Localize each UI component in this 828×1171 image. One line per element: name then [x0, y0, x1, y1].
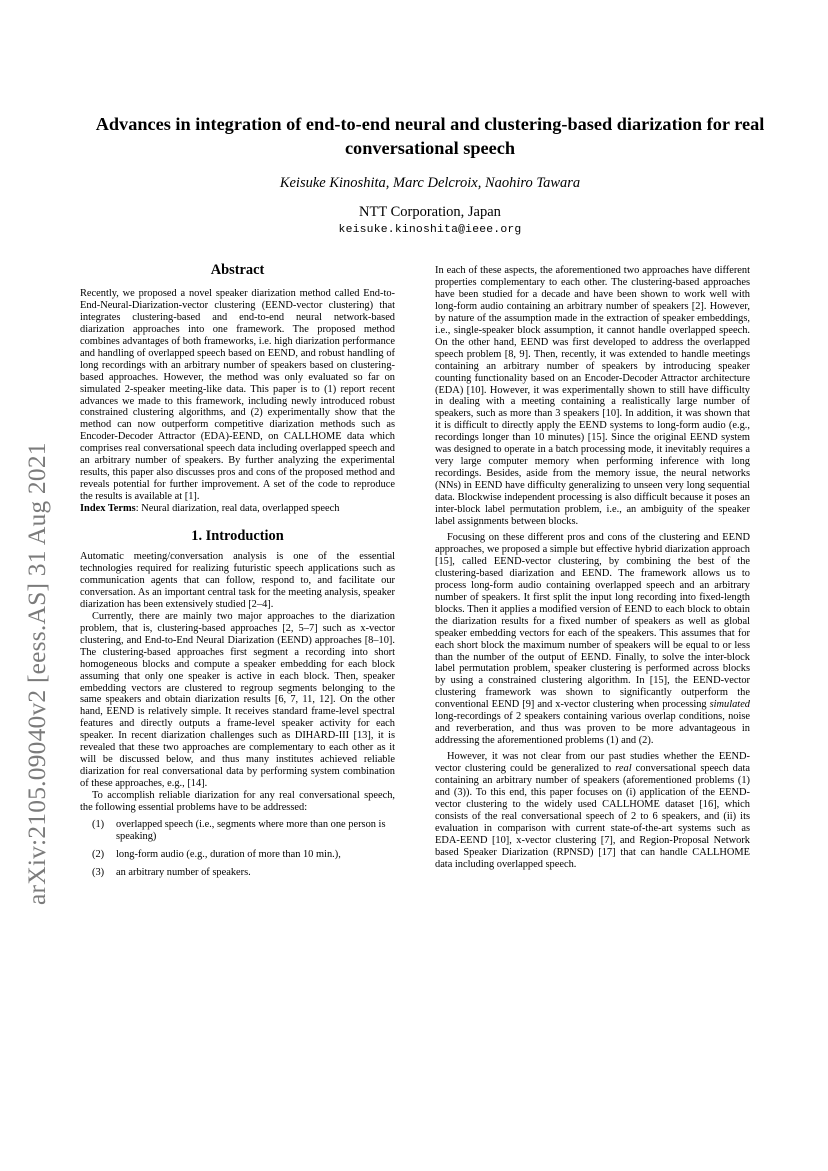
paper-title: Advances in integration of end-to-end neural and clustering-based diarization for real conversational speech: [95, 114, 765, 158]
intro-paragraph-1: Automatic meeting/conversation analysis is one of the essential technologies required for realizing futuristic speech applications such as communication agents that can follow, respond to, and facilitate our conversation. As an important central task for the meeting analysis, speaker diarization has been extensively studied [2–4].: [80, 551, 395, 610]
list-item-text: an arbitrary number of speakers.: [116, 866, 251, 878]
list-item-number: (2): [92, 848, 105, 860]
right-paragraph-2-text: Focusing on these different pros and cons of the clustering and EEND approaches, we proposed a simple but effective hybrid diarization approach [15], called EEND-vector clustering, by combining the best of the clustering-based diarization and EEND. The framework allows us to process long-form audio containing overlapped speech and an arbitrary number of speakers. It first split the input long recording into fixed-length blocks. Then it applies a modified version of EEND to each block to obtain the diarization results for a fixed number of speakers as well as global speaker embedding vectors for each of the speakers. This assumes that for each short block the maximum number of speakers will be equal to or less than the number of the output of EEND. Finally, to solve the inter-block label permutation problem, speaker clustering is performed across blocks by using a constrained clustering algorithm. In [15], the EEND-vector clustering framework was shown to significantly outperform the conventional EEND [9] and x-vector clustering when processing: [435, 531, 750, 711]
right-paragraph-3-tail: conversational speech data containing an arbitrary number of speakers (aforementioned problems (1) and (3)). To this end, this paper focuses on (i) application of the EEND-vector clustering to the widely used CALLHOME dataset [16], which consists of the real conversational speech of 2 to 6 speakers, and (ii) its evaluation in comparison with current state-of-the-art systems such as EDA-EEND [10], x-vector clustering [7], and Region-Proposal Network based Speaker Diarization (RPNSD) [17] that can handle CALLHOME data including overlapped speech.: [435, 763, 750, 870]
intro-paragraph-3: To accomplish reliable diarization for any real conversational speech, the following essential problems have to be addressed:: [80, 790, 395, 814]
abstract-text: Recently, we proposed a novel speaker diarization method called End-to-End-Neural-Diarization-vector clustering (EEND-vector clustering) that integrates clustering-based and end-to-end neural network-based diarization approaches into one framework. The proposed method combines advantages of both frameworks, i.e. high diarization performance and handling of overlapped speech based on EEND, and robust handling of long recordings with an arbitrary number of speakers based on clustering-based approaches. However, the method was only evaluated so far on simulated 2-speaker meeting-like data. This paper is to (1) report recent advances we made to this framework, including newly introduced robust constrained clustering algorithms, and (2) experimentally show that the method can now outperform competitive diarization methods such as Encoder-Decoder Attractor (EDA)-EEND, on CALLHOME data which comprises real conversational speech data including overlapped speech and an arbitrary number of speakers. By further analyzing the experimental results, this paper also discusses pros and cons of the proposed method and reveals potential for further improvement. A set of the code to reproduce the results is available at [1].: [80, 287, 395, 503]
list-item-number: (3): [92, 866, 105, 878]
right-column: [435, 265, 750, 871]
index-terms-label: Index Terms: [80, 503, 136, 515]
paper-header: [60, 112, 800, 236]
paper-authors: Keisuke Kinoshita, Marc Delcroix, Naohiro Tawara: [279, 175, 581, 191]
introduction-heading: 1. Introduction: [191, 528, 284, 545]
intro-paragraph-2: Currently, there are mainly two major approaches to the diarization problem, that is, clustering-based approaches [2, 5–7] such as x-vector clustering, and End-to-End Neural Diarization (EEND) approaches [8–10]. The clustering-based approaches first segment a recording into short homogeneous blocks and compute a speaker embedding for each block assuming that only one speaker is active in each block. Then, speaker embedding vectors are clustered to regroup segments belonging to the same speakers and obtain diarization results [6, 7, 11, 12]. On the other hand, EEND is relatively simple. It receives standard frame-level spectral features and directly outputs a frame-level speaker activity for each speaker. In recent diarization challenges such as DIHARD-III [13], it is revealed that these two approaches are complementary to each other as it will be discussed below, and thus many institutes achieved reliable diarization for real conversational data by performing system combination of these approaches, e.g., [14].: [80, 610, 395, 790]
index-terms-text: : Neural diarization, real data, overlapped speech: [135, 503, 340, 515]
right-paragraph-2-tail: long-recordings of 2 speakers containing various overlap conditions, noise and reverberation, and thus was proven to be more advantageous in addressing the aforementioned problems (1) and (2).: [435, 711, 750, 747]
right-paragraph-1: In each of these aspects, the aforementioned two approaches have different properties complementary to each other. The clustering-based approaches have been studied for a decade and have been shown to work well with long-form audio containing an arbitrary number of speakers [2]. However, by nature of the assumption made in the extraction of speaker embeddings, i.e., single-speaker block assumption, it cannot handle overlapped speech. On the other hand, EEND was first developed to address the overlapped speech problem [8, 9]. Then, recently, it was extended to handle meetings containing an arbitrary number of speakers by introducing speaker counting functionality based on an Encoder-Decoder Attractor architecture (EDA) [10]. However, it was experimentally shown to still have difficulty in dealing with a meeting containing a realistically large number of speakers, such as more than 3 speakers [10]. In addition, it was shown that it is difficult to directly apply the EEND systems to long-form audio (e.g., recordings longer than 10 minutes) [15]. Since the original EEND system was designed to operate in a batch processing mode, it inevitably requires a very large computer memory when performing inference with long recordings. Besides, aside from the memory issue, the neural networks (NNs) in EEND have difficulty generalizing to unseen very long sequential data. Blockwise independent processing is also difficult because it poses an inter-block label permutation problem, i.e., an ambiguity of the speaker label assignments between blocks.: [435, 265, 750, 528]
author-email: keisuke.kinoshita@ieee.org: [338, 224, 522, 236]
list-item: [80, 867, 395, 879]
arxiv-identifier-stamp: arXiv:2105.09040v2 [eess.AS] 31 Aug 2021: [22, 442, 51, 905]
list-item: [80, 819, 395, 843]
problem-list: [80, 819, 395, 879]
right-paragraph-3-text: However, it was not clear from our past studies whether the EEND-vector clustering could be generalized to: [435, 751, 750, 775]
index-terms: [80, 503, 395, 515]
left-column: [80, 262, 395, 885]
list-item-text: long-form audio (e.g., duration of more than 10 min.),: [116, 848, 341, 860]
abstract-heading: Abstract: [210, 262, 265, 278]
emphasis-simulated: simulated: [709, 699, 750, 711]
right-paragraph-2: [435, 532, 750, 747]
list-item-text: overlapped speech (i.e., segments where more than one person is speaking): [116, 818, 386, 842]
list-item: [80, 849, 395, 861]
paper-affiliation: NTT Corporation, Japan: [359, 204, 501, 220]
right-paragraph-3: [435, 751, 750, 871]
list-item-number: (1): [92, 818, 105, 830]
emphasis-real: real: [615, 763, 632, 775]
